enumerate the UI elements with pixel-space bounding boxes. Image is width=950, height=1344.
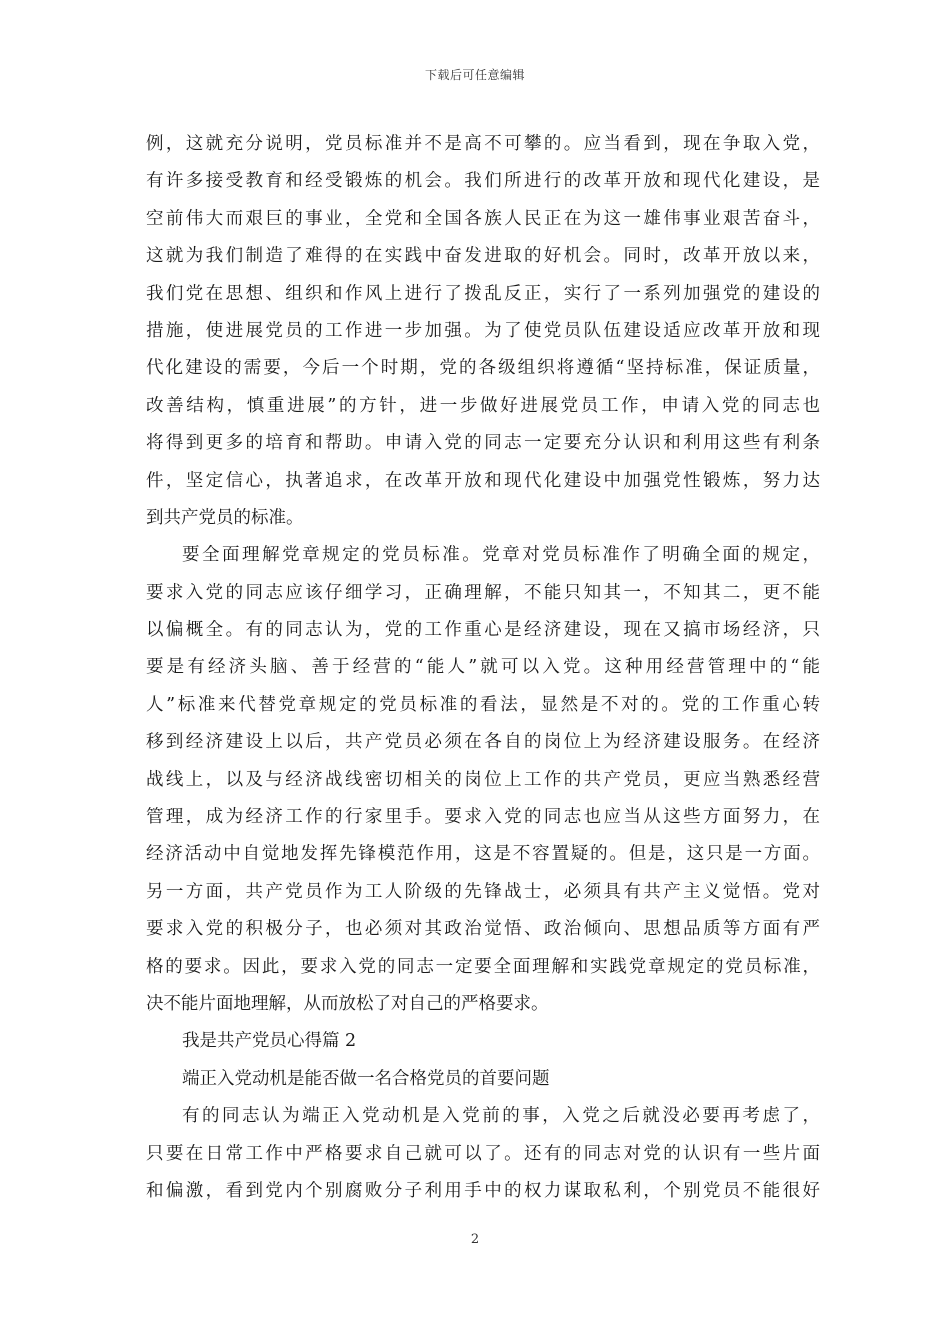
document-body — [146, 126, 820, 1210]
text-line: 例，这就充分说明，党员标准并不是高不可攀的。应当看到，现在争取入党， — [146, 134, 820, 154]
text-line: 人”标准来代替党章规定的党员标准的看法，显然是不对的。党的工作重心转 — [146, 694, 820, 715]
text-line: 到共产党员的标准。 — [146, 507, 304, 528]
text-line: 另一方面，共产党员作为工人阶级的先锋战士，必须具有共产主义觉悟。党对 — [146, 881, 820, 902]
text-line: 空前伟大而艰巨的事业，全党和全国各族人民正在为这一雄伟事业艰苦奋斗， — [146, 208, 820, 229]
text-line: 我是共产党员心得篇 2 — [182, 1031, 357, 1052]
text-line: 和偏激，看到党内个别腐败分子利用手中的权力谋取私利，个别党员不能很好 — [146, 1180, 820, 1201]
text-line: 经济活动中自觉地发挥先锋模范作用，这是不容置疑的。但是，这只是一方面。 — [146, 844, 820, 865]
text-line: 将得到更多的培育和帮助。申请入党的同志一定要充分认识和利用这些有利条 — [146, 433, 820, 454]
text-line: 要全面理解党章规定的党员标准。党章对党员标准作了明确全面的规定， — [182, 545, 820, 566]
text-line: 要求入党的积极分子，也必须对其政治觉悟、政治倾向、思想品质等方面有严 — [146, 919, 820, 940]
text-line: 移到经济建设上以后，共产党员必须在各自的岗位上为经济建设服务。在经济 — [146, 732, 820, 753]
text-line: 格的要求。因此，要求入党的同志一定要全面理解和实践党章规定的党员标准， — [146, 956, 820, 977]
text-line: 要求入党的同志应该仔细学习，正确理解，不能只知其一，不知其二，更不能 — [146, 582, 820, 603]
text-line: 管理，成为经济工作的行家里手。要求入党的同志也应当从这些方面努力，在 — [146, 807, 820, 828]
text-line: 有许多接受教育和经受锻炼的机会。我们所进行的改革开放和现代化建设，是 — [146, 171, 820, 192]
text-line: 这就为我们制造了难得的在实践中奋发进取的好机会。同时，改革开放以来， — [146, 246, 820, 267]
text-line: 措施，使进展党员的工作进一步加强。为了使党员队伍建设适应改革开放和现 — [146, 320, 820, 341]
text-line: 端正入党动机是能否做一名合格党员的首要问题 — [182, 1068, 550, 1089]
text-line: 决不能片面地理解，从而放松了对自己的严格要求。 — [146, 993, 549, 1014]
text-line: 要是有经济头脑、善于经营的“能人”就可以入党。这种用经营管理中的“能 — [146, 657, 820, 678]
text-line: 我们党在思想、组织和作风上进行了拨乱反正，实行了一系列加强党的建设的 — [146, 283, 820, 304]
text-line: 代化建设的需要，今后一个时期，党的各级组织将遵循“坚持标准，保证质量， — [146, 358, 820, 379]
header-note: 下载后可任意编辑 — [424, 68, 525, 82]
page-number: 2 — [470, 1232, 480, 1247]
text-line: 有的同志认为端正入党动机是入党前的事，入党之后就没必要再考虑了， — [182, 1106, 820, 1127]
text-line: 只要在日常工作中严格要求自己就可以了。还有的同志对党的认识有一些片面 — [146, 1143, 820, 1164]
text-line: 战线上，以及与经济战线密切相关的岗位上工作的共产党员，更应当熟悉经营 — [146, 769, 820, 790]
text-line: 以偏概全。有的同志认为，党的工作重心是经济建设，现在又搞市场经济，只 — [146, 620, 820, 641]
text-line: 改善结构，慎重进展”的方针，进一步做好进展党员工作，申请入党的同志也 — [146, 395, 820, 416]
text-line: 件，坚定信心，执著追求，在改革开放和现代化建设中加强党性锻炼，努力达 — [146, 470, 820, 491]
